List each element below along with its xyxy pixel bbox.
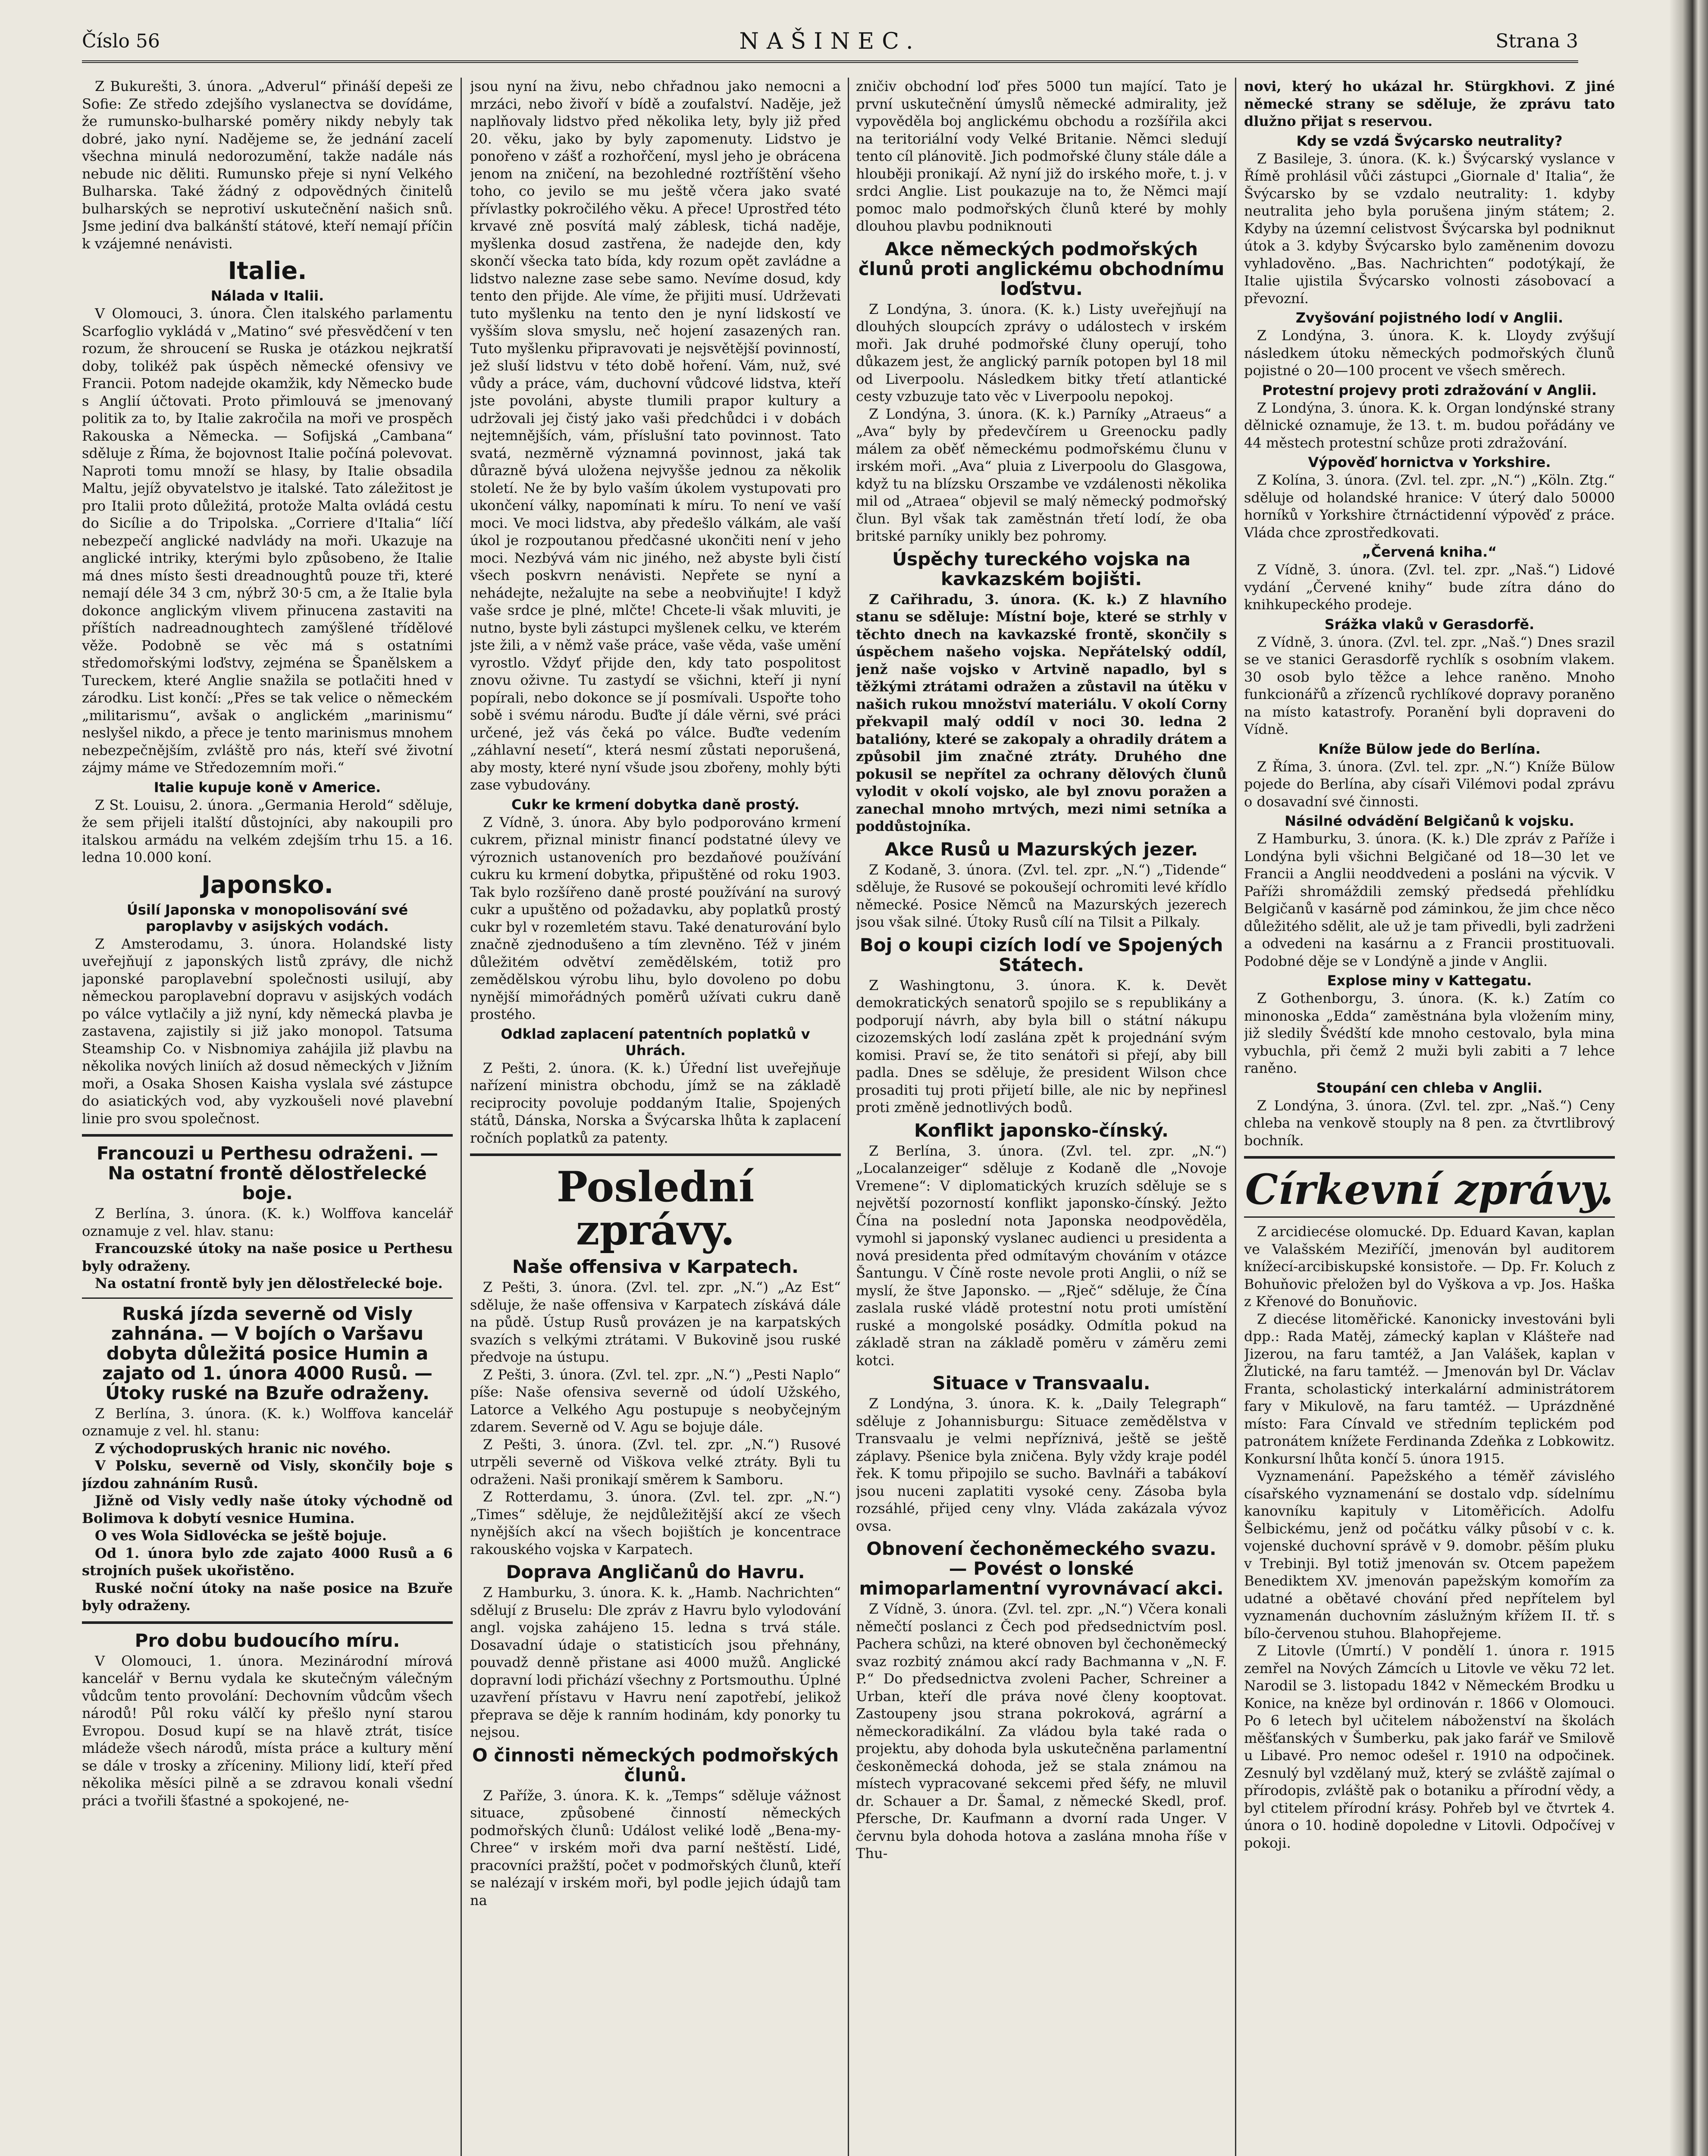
section-heading: Italie. <box>228 257 307 285</box>
divider <box>1244 1156 1615 1159</box>
article-paragraph: Z Berlína, 3. února. (Zvl. tel. zpr. „N.“) „Localanzeiger“ sděluje z Kodaně dle „Novoje Vremene“: V diplomatických kruzích sděluje se s největší pozorností konflikt japonsko-čínský. Ježto Čína na poslední nota Japonska neodpověděla, vymohl si japonský vyslanec audienci u presidenta a nová presidenta před odmítavým chováním v otázce Šantungu. V Číně roste nevole proti Anglii, o níž se myslí, že štve Japonsko. — „Rječ“ sděluje, že Čína zaslala ruské vládě protestní notu proti umístění ruské a mongolské posádky. Odmítla pokud na základě stran na základě poměru v záměru zemi kotci. <box>856 1142 1227 1369</box>
article-paragraph: Ruské noční útoky na naše posice na Bzuře byly odraženy. <box>82 1579 453 1614</box>
article-paragraph: Z Rotterdamu, 3. února. (Zvl. tel. zpr. „N.“) „Times“ sděluje, že nejdůležitější akcí ze všech nynějších akcí na všech bojištích je koncentrace rakouského vojska v Karpatech. <box>470 1489 841 1557</box>
article-heading: Konflikt japonsko-čínský. <box>914 1119 1169 1141</box>
article-paragraph: Z Kodaně, 3. února. (Zvl. tel. zpr. „N.“) „Tidende“ sděluje, že Rusové se pokoušejí ochromiti levé křídlo německé. Posice Němců na Mazurských jezerech jsou však silné. Útoky Rusů cílí na Tilsit a Pilkaly. <box>856 861 1227 930</box>
article-paragraph: Z Berlína, 3. února. (K. k.) Wolffova kancelář oznamuje z vel. hlav. stanu: <box>82 1205 453 1239</box>
divider <box>82 1297 453 1299</box>
article-paragraph: Od 1. února bylo zde zajato 4000 Rusů a 6 strojních pušek ukořistěno. <box>82 1545 453 1579</box>
issue-number: Číslo 56 <box>82 30 160 52</box>
article-paragraph: Francouzské útoky na naše posice u Perthesu byly odraženy. <box>82 1240 453 1274</box>
book-spine-shadow <box>1669 0 1708 2156</box>
article-paragraph: Z východopruských hranic nic nového. <box>95 1440 391 1457</box>
article-heading: Úsilí Japonska v monopolisování své paroplavby v asijských vodách. <box>126 901 408 934</box>
article-heading: Doprava Angličanů do Havru. <box>506 1561 805 1583</box>
article-heading: Ruská jízda severně od Visly zahnána. — V bojích o Varšavu dobyta důležitá posice Humin a zajato od 1. února 4000 Rusů. — Útoky ruské na Bzuře odraženy. <box>102 1303 432 1404</box>
article-heading: Srážka vlaků v Gerasdorfě. <box>1324 616 1535 633</box>
article-paragraph: Jižně od Visly vedly naše útoky východně od Bolimova k dobytí vesnice Humina. <box>82 1492 453 1526</box>
article-heading: Akce německých podmořských člunů proti anglickému obchodnímu loďstvu. <box>858 238 1225 299</box>
page-header <box>82 26 1578 63</box>
article-heading: Stoupání cen chleba v Anglii. <box>1316 1079 1543 1096</box>
article-heading: Cukr ke krmení dobytka daně prostý. <box>511 796 799 813</box>
article-paragraph: Z Londýna, 3. února. (Zvl. tel. zpr. „Naš.“) Ceny chleba na venkově stouply na 8 pen. za čtvrtlibrový bochník. <box>1244 1097 1615 1149</box>
article-paragraph: Z Bukurešti, 3. února. „Adverul“ přináší depeši ze Sofie: Ze středo zdejšího vyslanectva se dovídáme, že rumunsko-bulharské poměry nikdy nebyly tak dobré, jako nyní. Nadějeme se, že jednání zacelí všechna minulá nedorozumění, takže nadále nás nebude nic děliti. Rumunsko přeje si nyní Velkého Bulharska. Také žádný z odpovědných činitelů bulharských se neprotiví uskutečnění našich snů. Jsme jediní dva balkánští státové, kteří nemají příčin k vzájemné nenávisti. <box>82 78 453 252</box>
article-paragraph: Z diecése litoměřické. Kanonicky investováni byli dpp.: Rada Matěj, zámecký kaplan v Klášteře nad Jizerou, na faru tamtéž, a Jan Valášek, kaplan v Žlutické, na faru tamtéž. — Jmenován byl Dr. Václav Franta, scholastický interkalární administrátorem fary v Mikulově, na faru tamtéž. — Uprázdněné místo: Fara Cínvald ve středním teplickém pod patronátem knížete Ferdinanda Zdeňka z Lobkowitz. Konkursní lhůta končí 5. února 1915. <box>1244 1310 1615 1467</box>
column-rule <box>848 78 849 2156</box>
masthead-title: NAŠINEC. <box>739 28 921 54</box>
divider <box>1244 1216 1615 1218</box>
article-paragraph: Z Pešti, 2. února. (K. k.) Úřední list uveřejňuje nařízení ministra obchodu, jímž se na základě reciprocity povoluje poddaným Italie, Spojených států, Dánska, Norska a Švýcarska lhůta k zaplacení ročních poplatků za patenty. <box>470 1059 841 1146</box>
article-paragraph: Na ostatní frontě byly jen dělostřelecké boje. <box>95 1275 443 1291</box>
article-paragraph: Z Londýna, 3. února. (K. k.) Parníky „Atraeus“ a „Ava“ byly by předevčírem u Greenocku padly málem za oběť německému podmořskému člunu v irském moři. „Ava“ pluia z Liverpoolu do Glasgowa, když tu na blízsku Orszambe ve vzdálenosti několika mil od „Atraea“ objevil se malý německý podmořský člun. Byl však tak zaměstnán třetí lodí, že oba britské parníky unikly bez pohromy. <box>856 405 1227 544</box>
article-paragraph: Z Londýna, 3. února. (K. k.) Listy uveřejňují na dlouhých sloupcích zprávy o událostech v irském moři. Jak druhé podmořské čluny operují, toho důkazem jest, že anglický parník potopen byl 18 mil od Liverpoolu. Následkem bitky třetí atlantické cesty vzbuzuje tato věc v Liverpoolu nepokoj. <box>856 301 1227 404</box>
article-paragraph: Z Pešti, 3. února. (Zvl. tel. zpr. „N.“) Rusové utrpěli severně od Viškova velké ztráty. Byli tu odraženi. Naši pronikají směrem k Samboru. <box>470 1436 841 1488</box>
article-heading: Kdy se vzdá Švýcarsko neutrality? <box>1296 132 1563 149</box>
divider <box>470 1153 841 1156</box>
article-heading: Násilné odvádění Belgičanů k vojsku. <box>1285 813 1574 829</box>
divider <box>82 1134 453 1137</box>
article-paragraph: Z arcidiecése olomucké. Dp. Eduard Kavan, kaplan ve Valašském Meziříčí, jmenován byl auditorem knížecí-arcibiskupské konsistoře. — Dp. Fr. Koluch z Bohuňovic přeložen byl do Vyškova a vp. Jos. Haška z Křenové do Bonuňovic. <box>1244 1223 1615 1310</box>
section-heading: Poslední zprávy. <box>556 1163 755 1254</box>
article-heading: Kníže Bülow jede do Berlína. <box>1318 740 1541 757</box>
article-paragraph: Z Vídně, 3. února. (Zvl. tel. zpr. „N.“) Včera konali němečtí poslanci z Čech pod předsednictvím posl. Pachera schůzi, na které obnoven byl čechoněmecký svaz rozbitý známou akcí rady Bachmanna v „N. F. P.“ Do předsednictva zvoleni Pacher, Schreiner a Urban, kteří dle práva nové členy kooptovat. Zastoupeny jsou strana pokroková, agrární a německoradikální. Za vládou byla také rada o projektu, aby dohoda byla uskutečněna parlamentní českoněmecká dohoda, jež se stala známou na místech vypracované sekcemi před šéfy, ne mluvil dr. Schauer a Dr. Šamal, z německé Skedl, prof. Pfersche, Dr. Kaufmann a dvorní rada Unger. V červnu byla dohoda hotova a zaslána mnoha říše v Thu- <box>856 1601 1227 1861</box>
article-paragraph: Z Londýna, 3. února. K. k. Lloydy zvýšují následkem útoku německých podmořských člunů pojistné o 20—100 procent ve všech směrech. <box>1244 327 1615 379</box>
article-paragraph: Vyznamenání. Papežského a téměř závislého císařského vyznamenání se dostalo vdp. sídelnímu kanovníku kapituly v Litoměřicích. Adolfu Šelbickému, jenž od počátku války působí v c. k. vojenské duchovní správě v 9. domobr. pěším pluku v Trebinji. Byl totiž jmenován sv. Otcem papežem Benediktem XV. jmenován papežským komořím za udatné a obětavé chování před nepřítelem byl vyznamenán duchovním záslužným křížem II. tř. s bílo-červenou stuhou. Blahopřejeme. <box>1244 1468 1615 1642</box>
article-paragraph: Z Londýna, 3. února. K. k. „Daily Telegraph“ sděluje z Johannisburgu: Situace zemědělstva v Transvaalu je velmi nepříznivá, ještě se ještě záplavy. Pšenice byla zničena. Byly vždy kraje podél řek. K tomu připojilo se sucho. Bavlnáři a tabákoví jsou nuceni zaplatiti vysoké ceny. Zásoba byla rozsáhlé, přijed ceny vlny. Vláda zakázala vývoz ovsa. <box>856 1395 1227 1534</box>
column-rule <box>461 78 462 2156</box>
article-heading: Akce Rusů u Mazurských jezer. <box>884 838 1198 860</box>
article-heading: Výpověď hornictva v Yorkshire. <box>1308 454 1551 470</box>
article-paragraph: Z Paříže, 3. února. K. k. „Temps“ sděluje vážnost situace, způsobené činností německých podmořských člunů: Událost veliké lodě „Bena-my-Chree“ v irském moři dva parní neštěstí. Lidé, pracovníci pražští, počet v podmořských člunů, kteří se nalézají v irském moři, byl podle jejich údajů tam na <box>470 1787 841 1908</box>
article-paragraph: Z Hamburku, 3. února. (K. k.) Dle zpráv z Paříže i Londýna byli všichni Belgičané od 18—30 let ve Francii a Anglii neoddvedeni a posláni na výcvik. V Paříži shromáždili zemský předsedá přehlídku Belgičanů v kasárně pod záminkou, že jim chce něco důležitého sdělit, ale už je tam přivedli, byli zadrženi a odvedeni na kasárnu a z Francii prostituovali. Podobné děje se v Londýně a jinde v Anglii. <box>1244 830 1615 969</box>
article-paragraph: Z Basileje, 3. února. (K. k.) Švýcarský vyslance v Římě prohlásil vůči zástupci „Giornale d' Italia“, že Švýcarsko by se vzdalo neutrality: 1. kdyby neutralita jeho byla porušena jiným státem; 2. Kdyby na územní celistvost Švýcarska byl podniknut útok a 3. kdyby Švýcarsko bylo zaměnenim dovozu vyhladověno. „Bas. Nachrichten“ podotýkají, že Italie ujistila Švýcarsko volnosti zásobovací a převozní. <box>1244 150 1615 307</box>
column-rule <box>1235 78 1236 2156</box>
article-paragraph: Z Berlína, 3. února. (K. k.) Wolffova kancelář oznamuje z vel. hl. stanu: <box>82 1405 453 1439</box>
page-number: Strana 3 <box>1495 30 1578 52</box>
column-2 <box>470 78 841 2156</box>
article-paragraph: zničiv obchodní loď přes 5000 tun mající. Tato je první uskutečnění úmyslů německé admirality, jež vypověděla boj anglickému obchodu a rozšířila akci na teritoriální vody Velké Britanie. Němci sledují tento cíl plánovitě. Jich podmořské čluny stále dále a hlouběji pronikají. Až nyní již do irského moře, t. j. v srdci Anglie. List poukazuje na to, že Němci mají pomoc malo podmořských člunů které by mohly dlouhou plavbu podniknouti <box>856 78 1227 234</box>
column-4 <box>1244 78 1615 2156</box>
article-paragraph: Z Vídně, 3. února. Aby bylo podporováno krmení cukrem, přiznal ministr financí podstatné úlevy ve výroznich ustanoveních pro bezdaňové používání cukru ku krmení dobytka, připuštěné od roku 1903. Tak bylo rozšířeno daně prosté používání na surový cukr a upuštěno od požadavku, aby poplatků prostý cukr byl v rozemletém stavu. Také denaturování bylo značně zjednodušeno a tím zlevněno. Též v jiném důležitém odvětví zemědělském, totiž pro zemědělskou výrobu lihu, bylo dovoleno po dobu nynější mimořádných poměrů užívati cukru daně prostého. <box>470 814 841 1022</box>
article-paragraph: V Olomouci, 3. února. Člen italského parlamentu Scarfoglio vykládá v „Matino“ své přesvědčení v ten rozum, že shroucení se Ruska je otázkou nejkratší doby, tolikéž pak úspěch německé ofensivy ve Francii. Potom nadejde okamžik, kdy Německo bude s Anglií účtovati. Proto přimlouvá se jmenovaný politik za to, by Italie zakročila na moři ve prospěch Rakouska a Německa. — Sofijská „Cambana“ sděluje z Říma, že bojovnost Italie počíná polevovat. Naproti tomu množí se hlasy, by Italie obsadila Maltu, jejíž obyvatelstvo je italské. Tato záležitost je pro Italii proto důležitá, protože Malta ovládá cestu do Sicílie a do Tripolska. „Corriere d'Italia“ líčí nebezpečí anglické nadvlády na moři. Ukazuje na anglické intriky, kterými bylo způsobeno, že Italie má dnes místo šesti dreadnoughtů pouze tři, které nemají déle 34 3 cm, nýbrž 30·5 cm, a že Italie byla dokonce anglickým vlivem přinucena zastaviti na příštích nadreadnoughtech zamýšlené třídělové věže. Podobně se věc má s ostatními středomořskými loďstvy, zejména se Španělskem a Tureckem, které Anglie snažila se potlačiti hned v zárodku. List končí: „Přes se tak velice o německém „militarismu“, avšak o anglickém „marinismu“ neslyšel nikdo, a přece je tento marinismus mnohem nebezpečnějším, zvláště pro nás, kteří své životní zájmy máme ve Středozemním moři.“ <box>82 305 453 776</box>
section-heading: Církevní zprávy. <box>1245 1165 1614 1214</box>
article-paragraph: V Olomouci, 1. února. Mezinárodní mírová kancelář v Bernu vydala ke skutečným válečným vůdcům tento provolání: Dechovním vůdcům všech národů! Půl roku válčí ky přešlo nyní starou Evropou. Dosud kupí se na hlavě ztrát, tisíce mládeže všech národů, místa práce a kultury mění se dále v trosky a zříceniny. Miliony lidí, kteří před několika měsíci pilně a se zdravou konali všední práci a tvořili šťastné a spokojené, ne- <box>82 1652 453 1809</box>
article-heading: Situace v Transvaalu. <box>932 1373 1150 1394</box>
article-paragraph: Z Washingtonu, 3. února. K. k. Devět demokratických senatorů spojilo se s republikány a podporují návrh, aby byla bill o státní nákupu cizozemských lodí zaslána zpět k projednání svým komisi. Praví se, že tito senátoři si přejí, aby bill padla. Dnes se sděluje, že president Wilson chce prosaditi tuj proti přijetí bille, ale nic by nepřinesl proti změně jednotlivých bodů. <box>856 977 1227 1116</box>
article-heading: Naše offensiva v Karpatech. <box>512 1256 799 1277</box>
article-heading: Zvyšování pojistného lodí v Anglii. <box>1295 310 1564 326</box>
article-paragraph: Z Pešti, 3. února. (Zvl. tel. zpr. „N.“) „Pesti Naplo“ píše: Naše ofensiva severně od údolí Užského, Latorce a Velkého Agu postupuje s neobyčejným zdarem. Severně od V. Agu se bojuje dále. <box>470 1366 841 1435</box>
article-paragraph: Z Vídně, 3. února. (Zvl. tel. zpr. „Naš.“) Lidové vydání „Červené knihy“ bude zítra dáno do knihkupeckého prodeje. <box>1244 561 1615 613</box>
article-paragraph: Z Pešti, 3. února. (Zvl. tel. zpr. „N.“) „Az Est“ sděluje, že naše offensiva v Karpatech získává dále na půdě. Ústup Rusů provázen je na karpatských svazích s velkými ztrátami. V Bukovině jsou ruské předvoje na ústupu. <box>470 1279 841 1365</box>
article-heading: Protestní projevy proti zdražování v Anglii. <box>1262 382 1597 398</box>
article-paragraph: O ves Wola Sidlovécka se ještě bojuje. <box>95 1527 387 1544</box>
article-paragraph: Z Hamburku, 3. února. K. k. „Hamb. Nachrichten“ sdělují z Bruselu: Dle zpráv z Havru bylo vylodování angl. vojska zahájeno 15. ledna s trvá stále. Dosavadní údaje o statisticích jsou přehnány, pouvadž denně přistane asi 4000 mužů. Anglické dopravní lodi přichází všechny z Portsmouthu. Úplné uzavření přístavu v Havru není zapotřebí, jelikož přeprava se děje k ranním hodinám, kdy ponorky tu nejsou. <box>470 1584 841 1740</box>
column-1 <box>82 78 453 2156</box>
article-heading: Italie kupuje koně v Americe. <box>154 779 381 796</box>
article-paragraph: V Polsku, severně od Visly, skončily boje s jízdou zahnáním Rusů. <box>82 1457 453 1492</box>
article-paragraph: Z Gothenborgu, 3. února. (K. k.) Zatím co minonoska „Edda“ zaměstnána byla vložením miny, již sledily Švédští kde mnoho cestovalo, byla mina vybuchla, při čemž 2 muži byli zabiti a 7 lehce raněno. <box>1244 990 1615 1076</box>
section-heading: Japonsko. <box>201 871 333 899</box>
article-heading: O činnosti německých podmořských člunů. <box>472 1744 839 1786</box>
article-heading: Úspěchy tureckého vojska na kavkazském bojišti. <box>892 548 1191 589</box>
article-paragraph: novi, který ho ukázal hr. Stürgkhovi. Z jiné německé strany se sděluje, že zprávu tato dlužno přijat s reservou. <box>1244 78 1615 129</box>
article-heading: „Červená kniha.“ <box>1362 544 1497 560</box>
article-heading: Explose miny v Kattegatu. <box>1327 972 1532 989</box>
article-paragraph: Z Litovle (Úmrtí.) V pondělí 1. února r. 1915 zemřel na Nových Zámcích u Litovle ve věku 72 let. Narodil se 3. listopadu 1842 v Německém Brodku u Konice, na kněze byl ordinován r. 1866 v Olomouci. Po 6 letech byl učitelem náboženství na školách měšťanských v Šumberku, pak jako farář ve Smilově u Libavé. Pro nemoc odešel r. 1910 na odpočinek. Zesnulý byl vzdělaný muž, který se zvláště zajímal o přírodopis, zvláště pak o botaniku a přírodní vědy, a byl ctitelem přírodní krásy. Pohřeb byl ve čtvrtek 4. února o 10. hodině dopoledne v Litovli. Odpočívej v pokoji. <box>1244 1642 1615 1851</box>
column-3 <box>856 78 1227 2156</box>
article-heading: Boj o koupi cizích lodí ve Spojených Státech. <box>859 934 1223 975</box>
article-heading: Pro dobu budoucího míru. <box>135 1630 400 1651</box>
article-heading: Nálada v Italii. <box>210 288 324 304</box>
article-paragraph: Z Londýna, 3. února. K. k. Organ londýnské strany dělnické oznamuje, že 13. t. m. budou pořádány ve 44 městech protestní schůze proti zdražování. <box>1244 399 1615 451</box>
article-paragraph: Z Vídně, 3. února. (Zvl. tel. zpr. „Naš.“) Dnes srazil se ve stanici Gerasdorfě rychlík s osobním vlakem. 30 osob bylo těžce a lehce raněno. Mnoho funkcionářů a zřízenců rychlíkové dopravy poraněno na místo katastrofy. Poranění byli dopraveni do Vídně. <box>1244 633 1615 737</box>
article-paragraph: Z Cařihradu, 3. února. (K. k.) Z hlavního stanu se sděluje: Místní boje, které se strhly v těchto dnech na kavkazské frontě, skončily s úspěchem našeho vojska. Nepřátelský oddíl, jenž naše vojsko v Artvině napadlo, byl s těžkými ztrátami odražen a zůstavil na útěku v našich rukou množství materiálu. V okolí Corny překvapil malý oddíl v noci 30. ledna 2 batalióny, které se zakopaly a ohradily drátem a způsobil jim značné ztráty. Druhého dne pokusil se nepřítel za ochrany dělových člunů vylodit v okolí vojsko, ale byl znovu poražen a zanechal mnoho mrtvých, mezi nimi setníka a poddůstojníka. <box>856 591 1227 834</box>
article-paragraph: Z St. Louisu, 2. února. „Germania Herold“ sděluje, že sem přijeli italští důstojníci, aby nakoupili pro italskou armádu na velkém zdejším trhu 15. a 16. ledna 10.000 koní. <box>82 796 453 865</box>
article-paragraph: Z Říma, 3. února. (Zvl. tel. zpr. „N.“) Kníže Bülow pojede do Berlína, aby císaři Vilémovi podal zprávu o dosavadní své činnosti. <box>1244 758 1615 810</box>
article-paragraph: Z Kolína, 3. února. (Zvl. tel. zpr. „N.“) „Köln. Ztg.“ sděluje od holandské hranice: V úterý dalo 50000 horníků v Yorkshire čtrnáctidenní výpověď z práce. Vláda chce zprostředkovati. <box>1244 472 1615 541</box>
article-heading: Francouzi u Perthesu odraženi. — Na ostatní frontě dělostřelecké boje. <box>96 1143 439 1203</box>
article-paragraph: jsou nyní na živu, nebo chřadnou jako nemocni a mrzáci, nebo živoří v bídě a zoufalství. Naděje, jež naplňovaly lidstvo před několika lety, byly již před 20. věku, jako by byly zapomenuty. Lidstvo je ponořeno v zášť a rozhořčení, mysl jeho je obrácena jenom na zničení, na bezohledné roztříštění všeho toho, co jevilo se mu ještě včera jako svaté přívlastky pokročilého věku. A přece! Uprostřed této krvavé zně posvítá malý záblesk, tichá naděje, myšlenka dosud zastřena, že nadejde den, kdy skončí všecka tato bída, kdy rozum opět zavládne a lidstvo nalezne zase sebe samo. Nevíme dosud, kdy tento den přijde. Ale víme, že přijiti musí. Udrževati tuto myšlenku na tento den je nyní lidskostí ve vyšším slova smyslu, neč hojení zasazených ran. Tuto myšlenku připravovati je nejsvětější povinností, jež sluší lidstvu v této době hoření. Vám, nuž, své vůdy a práce, vám, duchovní vůdcové lidstva, kteří jste povoláni, abyste tlumili prapor kultury a udržovali jej čistý jako vaši předchůdci i v dobách nejtemnějších, vám, příslušní tato povinnost. Tato svatá, nezměrně významná povinnost, jaká tak důrazně bývá uložena nejvyšše jednou za několik století. Ne že by bylo vaším úkolem vystupovati pro ukončení války, napomínati k míru. To není ve vaší moci. Ve moci lidstva, aby předešlo válkám, ale vaší úkol je rozpoutanou předčasné ukončiti není v jeho moci. Nezbývá vám nic jiného, než abyste byli čistí všech poskvrn nenávisti. Nepřete se nyní a nehádejte, nežalujte na sebe a neobviňujte! I když vaše srdce je plné, mlčte! Chcete-li však mluviti, je nutno, byste byli zástupci myšlenek celku, ve kterém jste žili, a v němž vaše práce, vaše věda, vaše umění vyrostlo. Vždyť přijde den, kdy tato pospolitost znovu oživne. Tu zastydí se všichni, kteří ji nyní popírali, nebo dokonce se jí posmívali. Uspořte toho sobě i svému národu. Buďte jí dále věrni, své práci určené, jež vás čeká po válce. Buďte vedením „záhlavní nesetí“, která nesmí zůstati neporušená, aby mosty, které nyní všude jsou zbořeny, mohly býti zase vybudovány. <box>470 78 841 793</box>
divider <box>82 1621 453 1624</box>
article-paragraph: Z Amsterodamu, 3. února. Holandské listy uveřejňují z japonských listů zprávy, dle nichž japonské paroplavební společnosti usilují, aby německou paroplavební dopravu v asijských vodách po válce vytlačily a již nyní, kdy německá plavba je zastavena, zajistily si již jako monopol. Tatsuma Steamship Co. v Nisbnomiya zahájila již plavbu na několika nových liniích až dosud německých v Jižním moři, a Osaka Shosen Kaisha vyslala své zástupce do asiatických vod, aby vyzkoušeli nové plavební linie pro svou společnost. <box>82 935 453 1127</box>
article-heading: Odklad zaplacení patentních poplatků v Uhrách. <box>501 1025 810 1059</box>
article-heading: Obnovení čechoněmeckého svazu. — Povést o lonské mimoparlamentní vyrovnávací akci. <box>859 1538 1224 1599</box>
